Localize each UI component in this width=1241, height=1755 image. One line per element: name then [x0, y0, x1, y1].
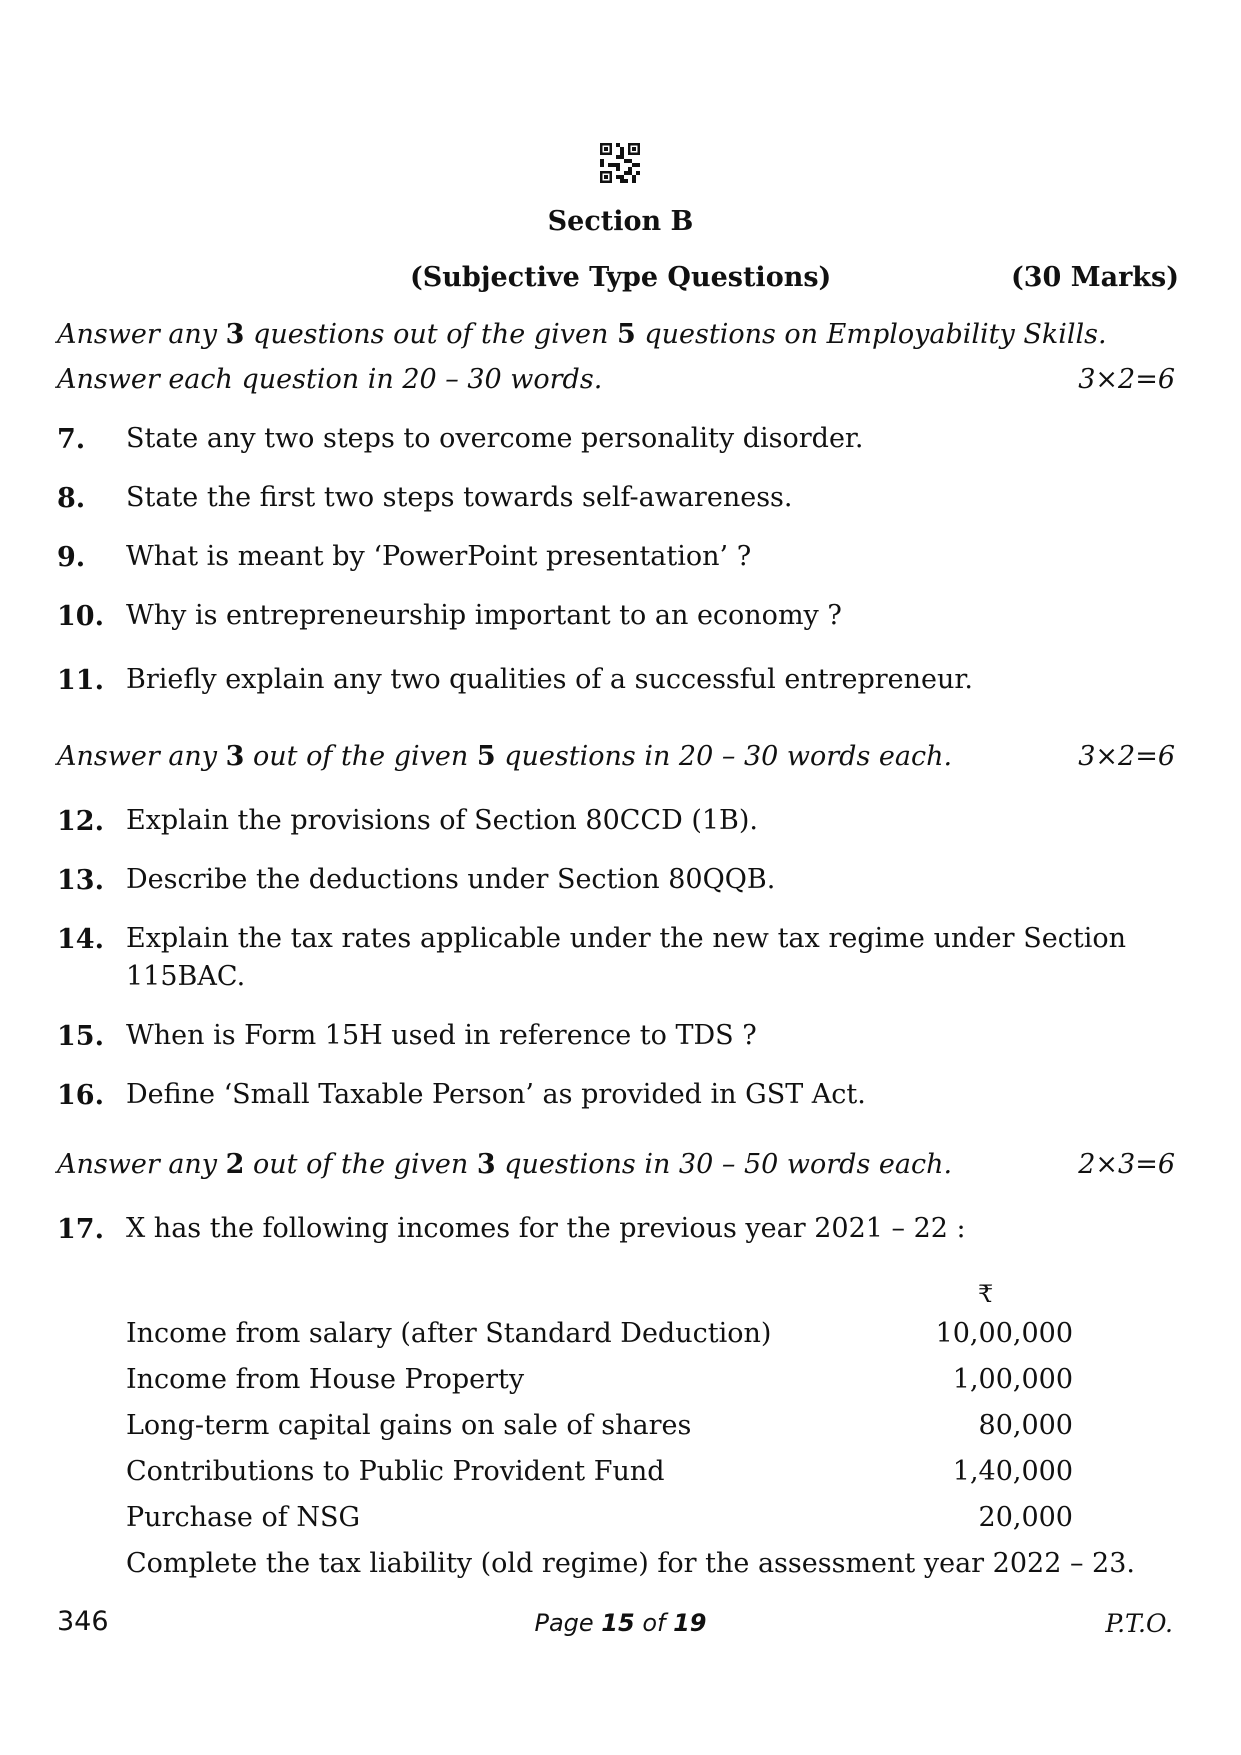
question-number: 15.: [57, 1021, 104, 1052]
instruction-1-line-2: Answer each question in 20 – 30 words.: [57, 364, 603, 395]
income-row-label: Purchase of NSG: [126, 1502, 361, 1533]
instruction-1-line-1: Answer any 3 questions out of the given 5 questions on Employability Skills.: [57, 319, 1107, 350]
income-row-value: 20,000: [978, 1502, 1073, 1533]
question-number: 17.: [57, 1214, 104, 1245]
income-row-label: Long-term capital gains on sale of shares: [126, 1410, 692, 1441]
instruction-1-marks: 3×2=6: [1078, 364, 1175, 395]
qr-code-icon: [600, 143, 640, 183]
question-number: 11.: [57, 665, 104, 696]
question-text: Briefly explain any two qualities of a successful entrepreneur.: [126, 664, 973, 695]
question-number: 16.: [57, 1080, 104, 1111]
question-text: Define ‘Small Taxable Person’ as provided in GST Act.: [126, 1079, 866, 1110]
instruction-3: Answer any 2 out of the given 3 questions in 30 – 50 words each.: [57, 1149, 953, 1180]
question-text: When is Form 15H used in reference to TDS ?: [126, 1020, 757, 1051]
question-number: 14.: [57, 924, 104, 955]
question-text: X has the following incomes for the previous year 2021 – 22 :: [126, 1213, 966, 1244]
question-text: Why is entrepreneurship important to an economy ?: [126, 600, 842, 631]
question-closing-line: Complete the tax liability (old regime) for the assessment year 2022 – 23.: [126, 1548, 1135, 1579]
question-number: 13.: [57, 865, 104, 896]
question-text: What is meant by ‘PowerPoint presentation’ ?: [126, 541, 752, 572]
question-number: 12.: [57, 806, 104, 837]
question-text: Explain the tax rates applicable under the new tax regime under Section 115BAC.: [126, 923, 1126, 992]
question-text: Explain the provisions of Section 80CCD (1B).: [126, 805, 758, 836]
instruction-3-marks: 2×3=6: [1078, 1149, 1175, 1180]
instruction-2: Answer any 3 out of the given 5 questions in 20 – 30 words each.: [57, 741, 953, 772]
section-subtitle: (Subjective Type Questions): [410, 262, 832, 293]
question-text: State the first two steps towards self-awareness.: [126, 482, 793, 513]
income-row-value: 1,40,000: [952, 1456, 1073, 1487]
question-number: 10.: [57, 601, 104, 632]
section-marks: (30 Marks): [1010, 262, 1179, 293]
income-row-value: 80,000: [978, 1410, 1073, 1441]
income-row-label: Income from House Property: [126, 1364, 525, 1395]
question-text: Describe the deductions under Section 80QQB.: [126, 864, 776, 895]
pto-label: P.T.O.: [1105, 1609, 1173, 1638]
question-text: State any two steps to overcome personality disorder.: [126, 423, 864, 454]
section-title: Section B: [547, 206, 694, 237]
income-row-value: 10,00,000: [935, 1318, 1073, 1349]
income-row-label: Contributions to Public Provident Fund: [126, 1456, 665, 1487]
question-number: 8.: [57, 483, 86, 514]
page-indicator: Page 15 of 19: [534, 1609, 707, 1637]
instruction-2-marks: 3×2=6: [1078, 741, 1175, 772]
paper-code: 346: [57, 1606, 109, 1637]
question-number: 7.: [57, 424, 86, 455]
rupee-column-header: ₹: [978, 1280, 994, 1308]
income-row-value: 1,00,000: [952, 1364, 1073, 1395]
question-number: 9.: [57, 542, 86, 573]
income-row-label: Income from salary (after Standard Deduction): [126, 1318, 772, 1349]
